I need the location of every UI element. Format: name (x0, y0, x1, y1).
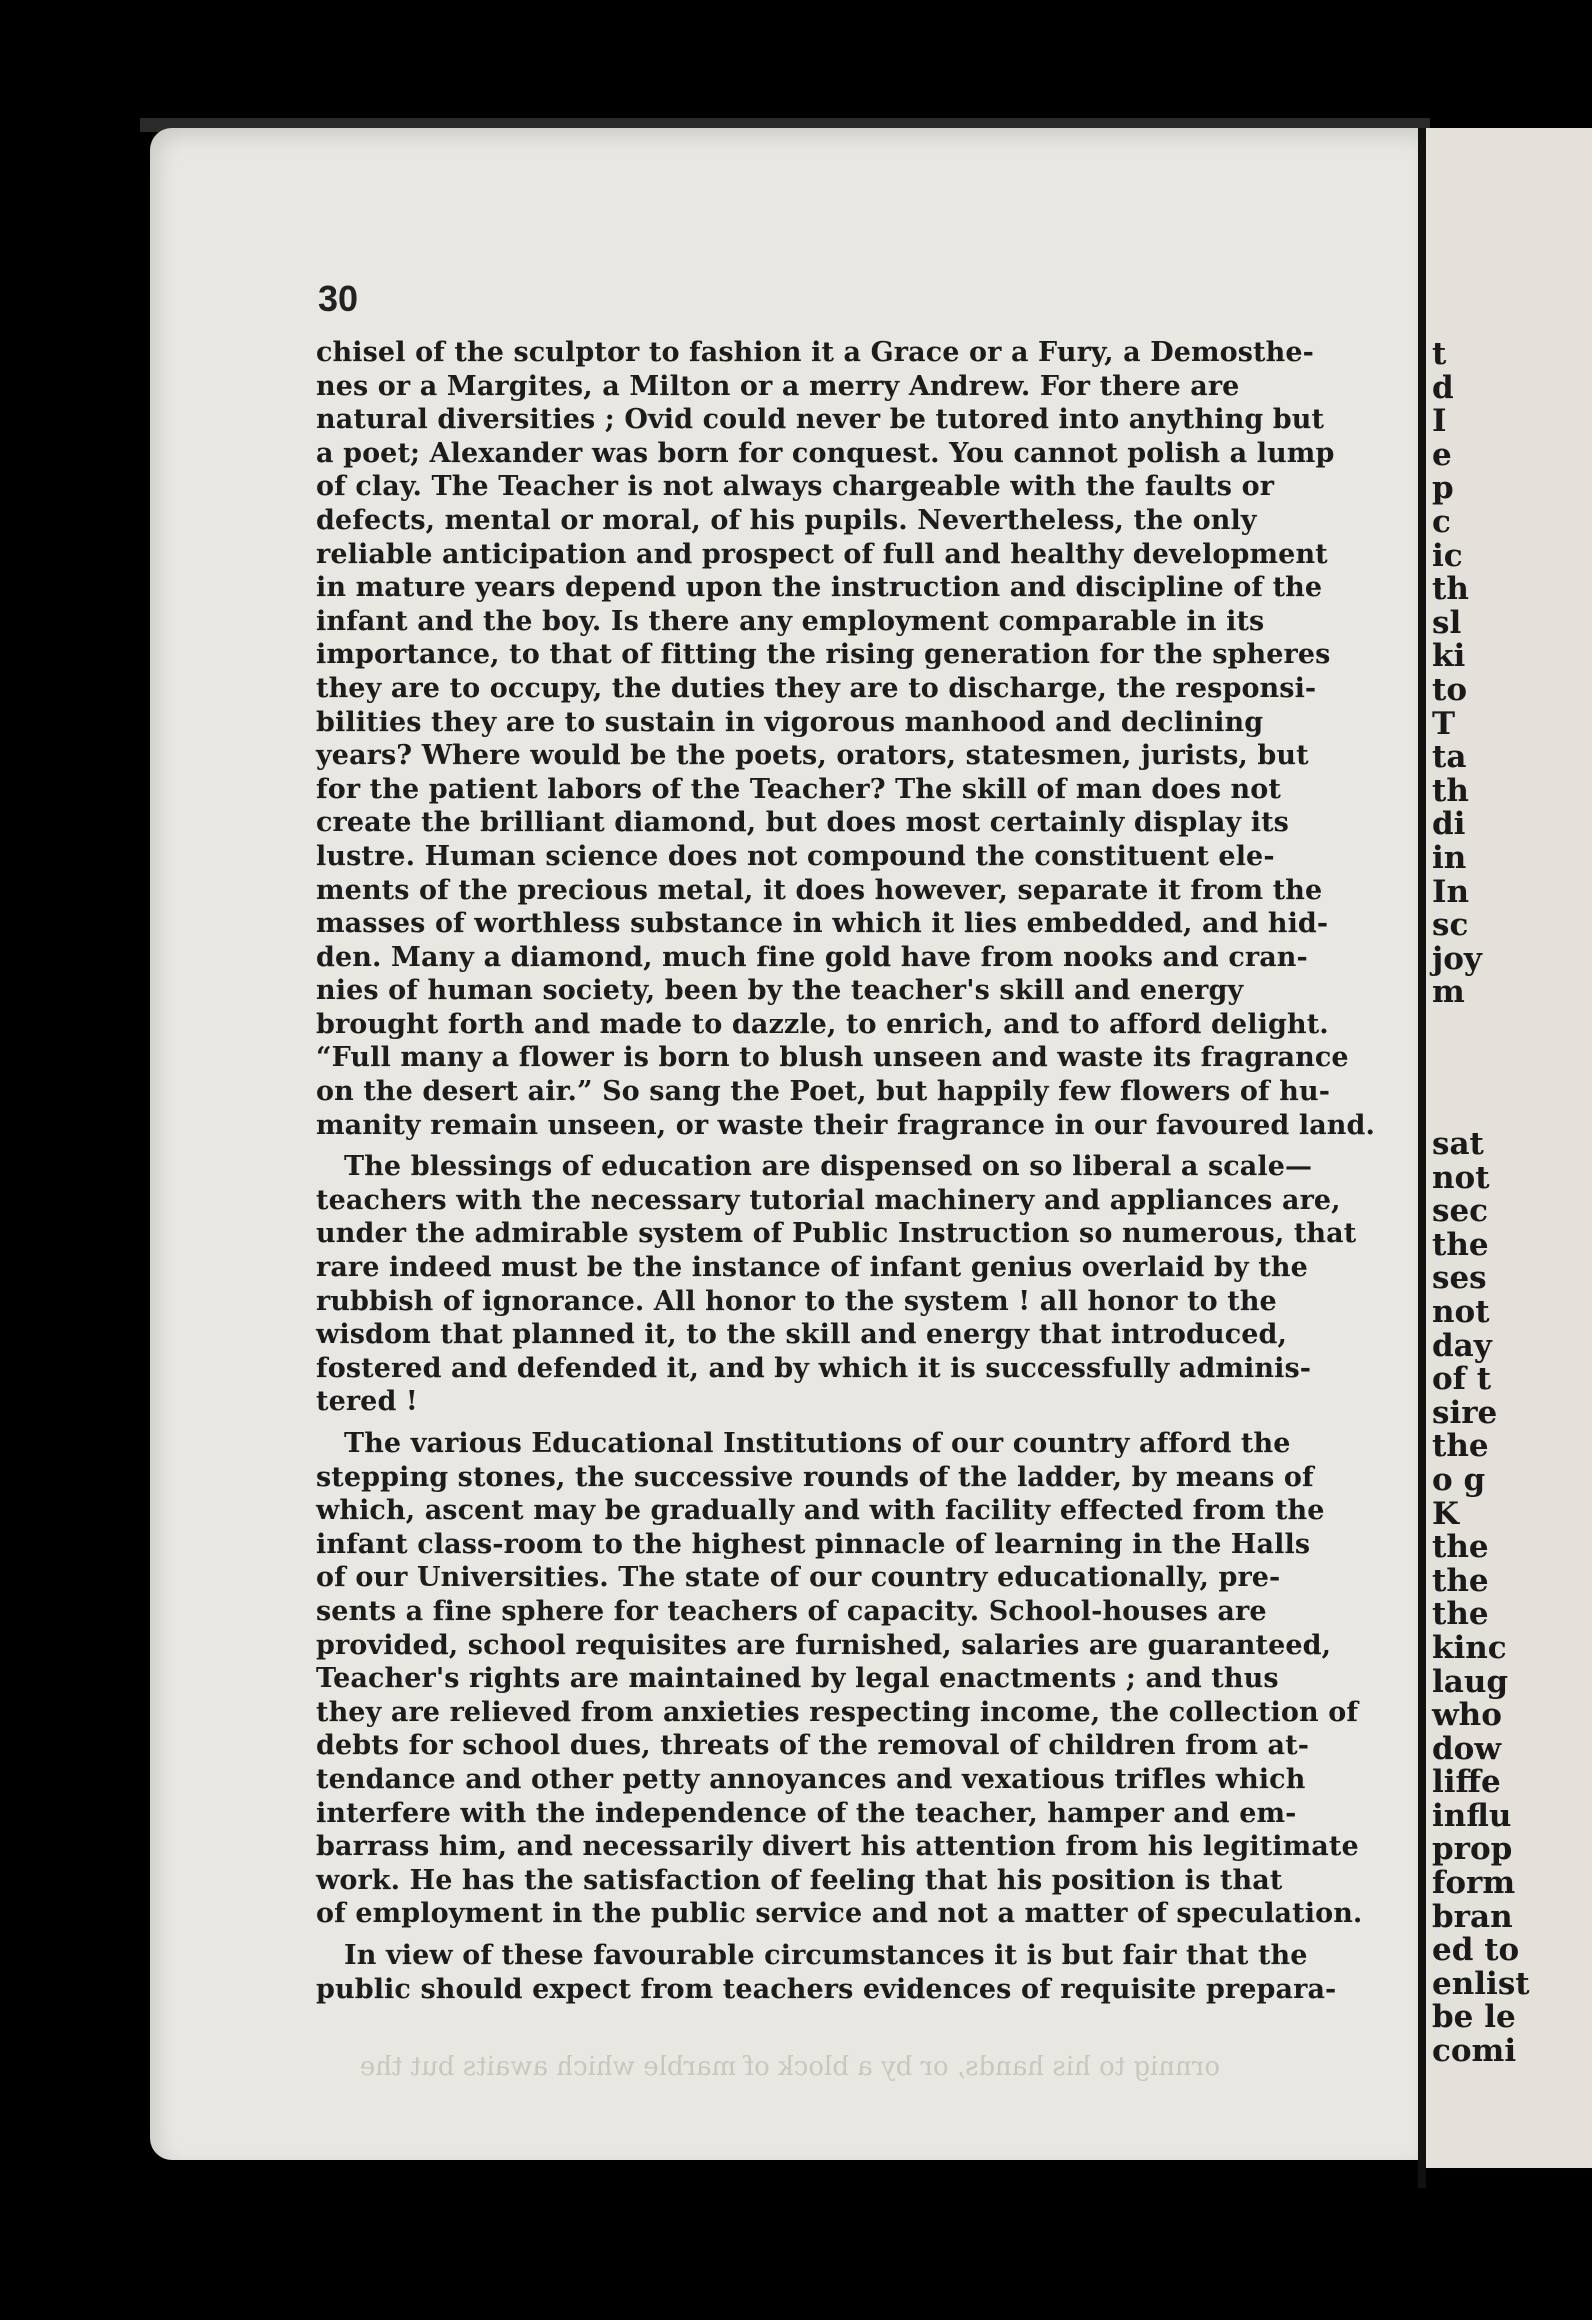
facing-page-fragment: not (1432, 1159, 1490, 1196)
facing-page-edge (1426, 128, 1592, 2168)
facing-page-fragment: ed to (1432, 1932, 1520, 1969)
facing-page-fragment: di (1432, 806, 1466, 843)
text-line: natural diversities ; Ovid could never be tutored into anything but (316, 404, 1325, 436)
text-line: years? Where would be the poets, orators, statesmen, jurists, but (316, 740, 1309, 772)
facing-page-fragment: to (1432, 671, 1467, 708)
facing-page-fragment: laug (1432, 1663, 1509, 1700)
facing-page-fragment: the (1432, 1562, 1489, 1599)
facing-page-fragment: th (1432, 571, 1469, 608)
facing-page-fragment: form (1432, 1865, 1516, 1902)
facing-page-fragment: dow (1432, 1730, 1502, 1767)
facing-page-fragment: sat (1432, 1126, 1484, 1162)
text-line: a poet; Alexander was born for conquest. You cannot polish a lump (316, 437, 1335, 469)
facing-page-fragment: sl (1432, 604, 1462, 641)
facing-page-fragment: sire (1432, 1394, 1498, 1431)
facing-page-fragment: ses (1432, 1260, 1487, 1297)
facing-page-fragment: I (1432, 403, 1447, 440)
text-line: fostered and defended it, and by which it is successfully adminis- (316, 1352, 1312, 1384)
body-text (316, 336, 1376, 2006)
text-line: for the patient labors of the Teacher? The skill of man does not (316, 773, 1281, 805)
text-line: interfere with the independence of the teacher, hamper and em- (316, 1797, 1297, 1829)
facing-page-fragment: e (1432, 436, 1452, 473)
paragraph (316, 1427, 1363, 1931)
facing-page-fragment: K (1432, 1495, 1459, 1532)
text-line: infant and the boy. Is there any employment comparable in its (316, 605, 1265, 637)
text-line: provided, school requisites are furnished, salaries are guaranteed, (316, 1629, 1332, 1661)
paragraph (316, 1150, 1357, 1419)
text-line: on the desert air.” So sang the Poet, but happily few flowers of hu- (316, 1076, 1331, 1108)
facing-page-fragment: ic (1432, 537, 1463, 574)
text-line: teachers with the necessary tutorial machinery and appliances are, (316, 1184, 1341, 1216)
facing-page-fragment: joy (1432, 940, 1482, 977)
text-line: defects, mental or moral, of his pupils. Nevertheless, the only (316, 504, 1257, 536)
text-line: which, ascent may be gradually and with facility effected from the (316, 1495, 1325, 1527)
facing-page-fragment: day (1432, 1327, 1492, 1364)
book-gutter (1418, 128, 1426, 2188)
text-line: chisel of the sculptor to fashion it a Grace or a Fury, a Demosthe- (316, 337, 1314, 368)
facing-page-fragment: enlist (1432, 1965, 1530, 2002)
text-line: lustre. Human science does not compound the constituent ele- (316, 840, 1275, 872)
facing-page-fragment: sec (1432, 1193, 1489, 1230)
facing-page-fragment: ki (1432, 638, 1466, 675)
text-line: of clay. The Teacher is not always chargeable with the faults or (316, 471, 1275, 503)
facing-page-fragment: not (1432, 1293, 1490, 1330)
text-line: public should expect from teachers evidences of requisite prepara- (316, 1973, 1337, 2005)
text-line: infant class-room to the highest pinnacle of learning in the Halls (316, 1528, 1311, 1560)
paragraph (316, 336, 1376, 1142)
facing-page-fragment: p (1432, 470, 1454, 507)
text-line: In view of these favourable circumstances it is but fair that the (344, 1939, 1308, 1971)
facing-page-fragment: bran (1432, 1898, 1513, 1935)
text-line: nes or a Margites, a Milton or a merry Andrew. For there are (316, 370, 1240, 402)
text-line: importance, to that of fitting the rising generation for the spheres (316, 639, 1331, 671)
facing-page-fragment: the (1432, 1428, 1489, 1465)
facing-page-fragment: c (1432, 503, 1451, 540)
text-line: in mature years depend upon the instruction and discipline of the (316, 572, 1323, 604)
facing-page-fragment: d (1432, 369, 1454, 406)
text-line: work. He has the satisfaction of feeling that his position is that (316, 1864, 1283, 1896)
text-line: reliable anticipation and prospect of full and healthy development (316, 538, 1328, 570)
text-line: The blessings of education are dispensed on so liberal a scale— (344, 1151, 1313, 1183)
facing-page-fragment: of t (1432, 1361, 1492, 1398)
facing-page-fragment: be le (1432, 1999, 1516, 2036)
facing-page-fragment: the (1432, 1226, 1489, 1263)
facing-page-fragment: who (1432, 1697, 1502, 1734)
facing-page-fragment: ta (1432, 739, 1467, 776)
facing-page-fragment: comi (1432, 2033, 1517, 2070)
text-line: manity remain unseen, or waste their fragrance in our favoured land. (316, 1109, 1376, 1141)
text-line: barrass him, and necessarily divert his attention from his legitimate (316, 1831, 1359, 1863)
text-line: ments of the precious metal, it does however, separate it from the (316, 874, 1323, 906)
text-line: they are relieved from anxieties respecting income, the collection of (316, 1696, 1359, 1728)
facing-page-fragment: sc (1432, 907, 1469, 944)
text-line: debts for school dues, threats of the removal of children from at- (316, 1730, 1309, 1762)
facing-page-text-lower (1432, 1128, 1592, 2069)
facing-page-fragment: th (1432, 772, 1469, 809)
text-line: The various Educational Institutions of our country afford the (344, 1428, 1291, 1459)
text-line: stepping stones, the successive rounds of the ladder, by means of (316, 1461, 1314, 1493)
facing-page-fragment: liffe (1432, 1764, 1501, 1801)
text-line: Teacher's rights are maintained by legal enactments ; and thus (316, 1663, 1279, 1695)
facing-page-text-upper (1432, 338, 1592, 1010)
facing-page-fragment: the (1432, 1596, 1489, 1633)
facing-page-fragment: t (1432, 336, 1447, 372)
text-line: they are to occupy, the duties they are to discharge, the responsi- (316, 672, 1317, 704)
text-line: masses of worthless substance in which it lies embedded, and hid- (316, 908, 1329, 940)
bleed-through-text: ornnig to his hands, or by a block of marble which awaits but the (360, 2052, 1220, 2082)
text-line: sents a fine sphere for teachers of capacity. School-houses are (316, 1595, 1267, 1627)
facing-page-fragment: influ (1432, 1797, 1512, 1834)
facing-page-fragment: in (1432, 839, 1467, 876)
text-line: create the brilliant diamond, but does most certainly display its (316, 807, 1289, 839)
text-line: bilities they are to sustain in vigorous manhood and declining (316, 706, 1264, 738)
text-line: nies of human society, been by the teacher's skill and energy (316, 975, 1244, 1007)
text-line: rubbish of ignorance. All honor to the system ! all honor to the (316, 1285, 1277, 1317)
facing-page-fragment: In (1432, 873, 1470, 910)
text-line: “Full many a flower is born to blush unseen and waste its fragrance (316, 1042, 1349, 1074)
facing-page-fragment: T (1432, 705, 1456, 742)
facing-page-fragment: o g (1432, 1461, 1486, 1498)
text-line: of employment in the public service and not a matter of speculation. (316, 1898, 1363, 1930)
facing-page-fragment: m (1432, 974, 1465, 1011)
text-line: of our Universities. The state of our country educationally, pre- (316, 1562, 1281, 1594)
text-line: den. Many a diamond, much fine gold have from nooks and cran- (316, 941, 1308, 973)
facing-page-fragment: kinc (1432, 1629, 1507, 1666)
text-line: rare indeed must be the instance of infant genius overlaid by the (316, 1252, 1308, 1284)
text-line: brought forth and made to dazzle, to enrich, and to afford delight. (316, 1008, 1329, 1040)
facing-page-fragment: prop (1432, 1831, 1513, 1868)
text-line: under the admirable system of Public Instruction so numerous, that (316, 1218, 1357, 1250)
text-line: tendance and other petty annoyances and vexatious trifles which (316, 1763, 1306, 1795)
paragraph (316, 1939, 1337, 2006)
facing-page-fragment: the (1432, 1529, 1489, 1566)
text-line: wisdom that planned it, to the skill and energy that introduced, (316, 1319, 1287, 1351)
page-number: 30 (318, 278, 359, 319)
text-line: tered ! (316, 1386, 418, 1418)
